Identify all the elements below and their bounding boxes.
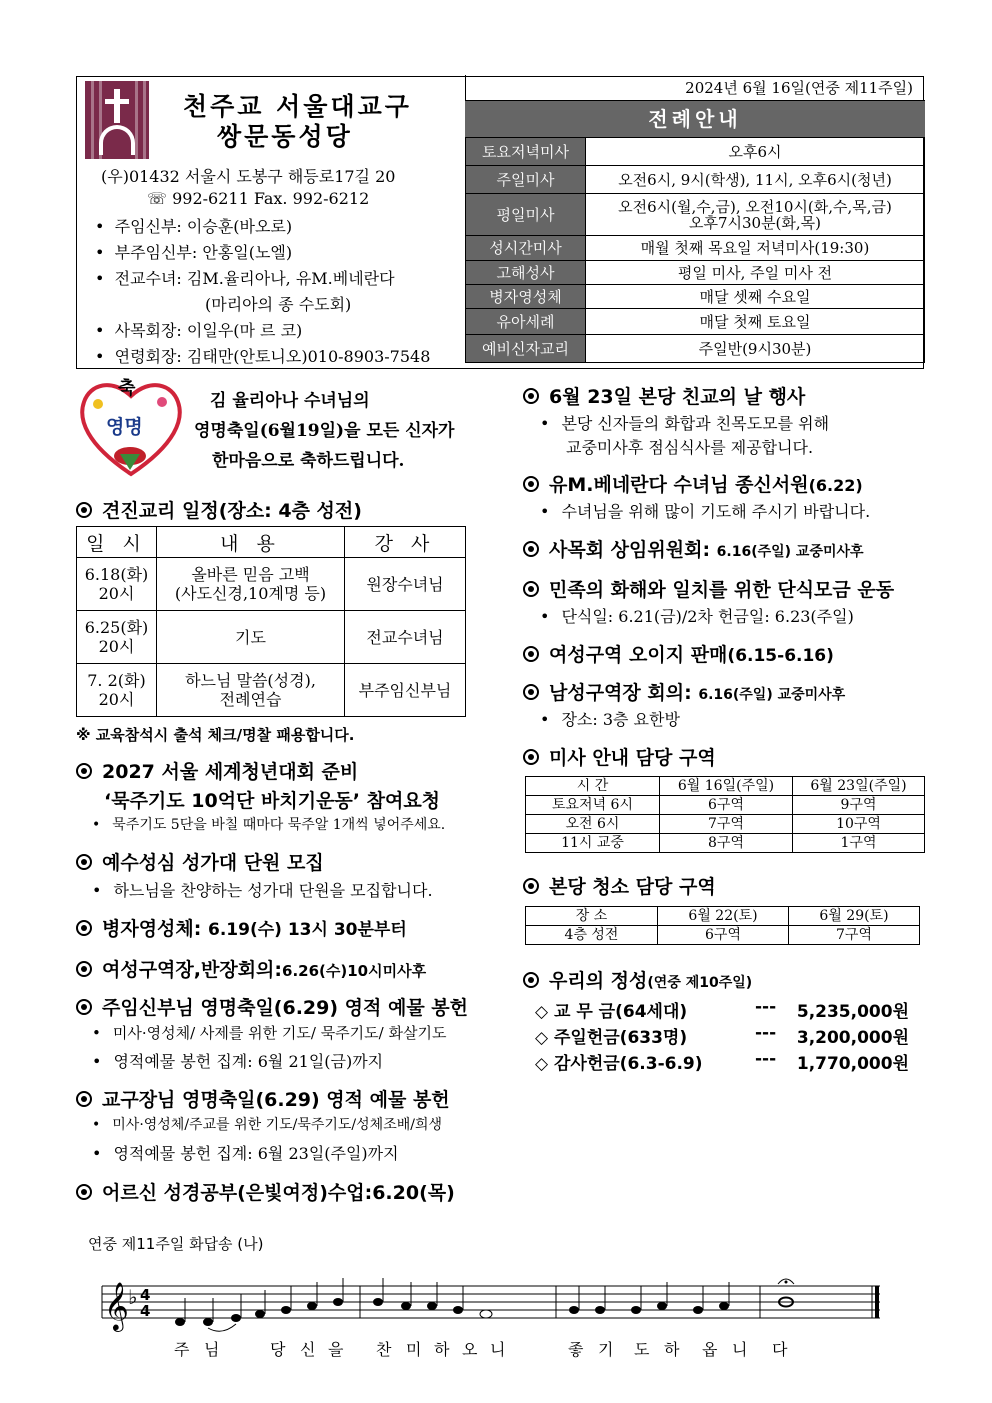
council-meeting: 사목회 상임위원회: 6.16(주일) 교중미사후	[523, 535, 864, 562]
pastor-feast-bullet1: • 미사·영성체/ 사제를 위한 기도/ 묵주기도/ 화살기도	[92, 1022, 446, 1043]
liturgy-row: 평일미사 오전6시(월,수,금), 오전10시(화,수,목,금) 오후7시30분(화,목)	[466, 194, 925, 236]
bishop-feast-bullet1: • 미사·영성체/주교를 위한 기도/묵주기도/성체조배/희생	[92, 1114, 442, 1134]
feast-greeting	[76, 372, 476, 482]
pastor-feast-bullet2: • 영적예물 봉헌 집계: 6월 21일(금)까지	[92, 1049, 383, 1072]
elder-bible-class: 어르신 성경공부(은빛여정)수업:6.20(목)	[76, 1178, 455, 1205]
wyd-bullet: • 묵주기도 5단을 바칠 때마다 묵주알 1개씩 넣어주세요.	[92, 814, 445, 834]
staff-item: • 부주임신부: 안홍일(노엘)	[95, 243, 293, 262]
cleaning-title: 본당 청소 담당 구역	[523, 872, 716, 899]
table-header-row: 장 소 6월 22(토) 6월 29(토)	[526, 907, 920, 926]
sister-vows-bullet: • 수녀님을 위해 많이 기도해 주시기 바랍니다.	[540, 499, 870, 522]
choir-title: 예수성심 성가대 단원 모집	[76, 848, 324, 875]
parish-phone: ☏ 992-6211 Fax. 992-6212	[147, 189, 370, 208]
bullet-circle-icon	[76, 763, 92, 779]
table-row: 7. 2(화) 20시 하느님 말씀(성경), 전례연습 부주임신부님	[77, 664, 466, 717]
psalm-title: 연중 제11주일 화답송 (나)	[88, 1235, 264, 1253]
psalm-lyrics: 주 님 당 신 을 찬 미 하 오 니 좋 기 도 하 옵 니 다	[174, 1340, 788, 1359]
liturgy-row: 주일미사 오전6시, 9시(학생), 11시, 오후6시(청년)	[466, 166, 925, 194]
table-row: 4층 성전 6구역 7구역	[526, 926, 920, 945]
staff-item: (마리아의 종 수도회)	[205, 295, 352, 314]
liturgy-title: 전례안내	[465, 101, 925, 137]
bishop-feast-bullet2: • 영적예물 봉헌 집계: 6월 23일(주일)까지	[92, 1141, 399, 1164]
bullet-circle-icon	[76, 920, 92, 936]
staff-item: • 사목회장: 이일우(마 르 코)	[95, 321, 303, 340]
offering-row: ◇ 교 무 금(64세대) --- 5,235,000원	[535, 997, 909, 1022]
offering-title: 우리의 정성(연중 제10주일)	[523, 966, 752, 993]
feast-line2: 영명축일(6월19일)을 모든 신자가	[194, 421, 455, 441]
liturgy-row: 성시간미사 매월 첫째 목요일 저녁미사(19:30)	[466, 236, 925, 261]
table-row: 토요저녁 6시 6구역 9구역	[526, 796, 925, 815]
time-signature-top: 4	[140, 1286, 151, 1304]
men-leaders-bullet: • 장소: 3층 요한방	[540, 707, 680, 730]
bulletin-date: 2024년 6월 16일(연중 제11주일)	[465, 75, 925, 101]
cleaning-table	[525, 906, 920, 945]
table-header-row: 시 간 6월 16일(주일) 6월 23일(주일)	[526, 777, 925, 796]
offering-list	[535, 997, 915, 1075]
event-bullet-cont: 교중미사후 점심식사를 제공합니다.	[566, 438, 814, 457]
event-title: 6월 23일 본당 친교의 날 행사	[523, 382, 805, 409]
bullet-circle-icon	[523, 646, 539, 662]
bullet-circle-icon	[76, 502, 92, 518]
flat-sign-icon: ♭	[128, 1285, 138, 1309]
parish-name-line1: 천주교 서울대교구	[183, 92, 412, 121]
feast-line3: 한마음으로 축하드립니다.	[212, 451, 405, 471]
staff-item: • 주임신부: 이승훈(바오로)	[95, 217, 293, 236]
staff-item: • 전교수녀: 김M.율리아나, 유M.베네란다	[95, 269, 395, 288]
time-signature-bottom: 4	[140, 1302, 151, 1320]
bishop-feast-title: 교구장님 영명축일(6.29) 영적 예물 봉헌	[76, 1085, 450, 1112]
parish-name-line2: 쌍문동성당	[217, 122, 353, 151]
bullet-circle-icon	[523, 684, 539, 700]
mass-guide-title: 미사 안내 담당 구역	[523, 743, 716, 770]
music-staff	[96, 1270, 886, 1340]
sick-communion: 병자영성체: 6.19(수) 13시 30분부터	[76, 914, 407, 941]
bullet-circle-icon	[76, 999, 92, 1015]
bullet-circle-icon	[523, 749, 539, 765]
leaders-meeting: 여성구역장,반장회의:6.26(수)10시미사후	[76, 955, 426, 982]
wyd-title: 2027 서울 세계청년대회 준비	[76, 757, 358, 784]
men-leaders-meeting: 남성구역장 회의: 6.16(주일) 교중미사후	[523, 678, 845, 705]
liturgy-row: 토요저녁미사 오후6시	[466, 138, 925, 166]
liturgy-row: 병자영성체 매달 셋째 수요일	[466, 285, 925, 309]
event-bullet: • 본당 신자들의 화합과 친목도모를 위해	[540, 411, 829, 434]
bullet-circle-icon	[76, 1091, 92, 1107]
feast-badge-top: 축	[118, 378, 136, 399]
bullet-circle-icon	[523, 581, 539, 597]
cucumber-sale: 여성구역 오이지 판매(6.15-6.16)	[523, 640, 834, 667]
sister-vows-title: 유M.베네란다 수녀님 종신서원(6.22)	[523, 470, 863, 497]
bullet-circle-icon	[523, 541, 539, 557]
offering-row: ◇ 주일헌금(633명) --- 3,200,000원	[535, 1023, 909, 1048]
bullet-circle-icon	[523, 476, 539, 492]
staff-item: • 연령회장: 김태만(안토니오)010-8903-7548	[95, 347, 431, 366]
liturgy-row: 예비신자교리 주일반(9시30분)	[466, 335, 925, 363]
staff-list	[95, 214, 430, 370]
fasting-campaign-bullet: • 단식일: 6.21(금)/2차 헌금일: 6.23(주일)	[540, 604, 854, 627]
bullet-circle-icon	[76, 961, 92, 977]
parish-header	[76, 76, 924, 369]
liturgy-row: 유아세례 매달 첫째 토요일	[466, 309, 925, 335]
confirmation-table	[76, 526, 466, 717]
confirmation-note: ※ 교육참석시 출석 체크/명찰 패용합니다.	[76, 726, 355, 744]
parish-address: (우)01432 서울시 도봉구 해등로17길 20	[101, 167, 396, 186]
bullet-circle-icon	[76, 1184, 92, 1200]
pastor-feast-title: 주임신부님 영명축일(6.29) 영적 예물 봉헌	[76, 993, 468, 1020]
wyd-subtitle: ‘묵주기도 10억단 바치기운동’ 참여요청	[104, 790, 441, 812]
bullet-circle-icon	[523, 388, 539, 404]
table-row: 오전 6시 7구역 10구역	[526, 815, 925, 834]
mass-guide-table	[525, 776, 925, 853]
table-row: 11시 교중 8구역 1구역	[526, 834, 925, 853]
treble-clef-icon: 𝄞	[104, 1281, 129, 1330]
liturgy-table	[465, 137, 925, 363]
bullet-circle-icon	[523, 972, 539, 988]
choir-bullet: • 하느님을 찬양하는 성가대 단원을 모집합니다.	[92, 878, 433, 901]
confirmation-title: 견진교리 일정(장소: 4층 성전)	[76, 496, 362, 523]
parish-logo	[85, 81, 149, 159]
table-row: 6.18(화) 20시 올바른 믿음 고백 (사도신경,10계명 등) 원장수녀님	[77, 558, 466, 611]
table-header-row: 일 시 내 용 강 사	[77, 527, 466, 558]
feast-badge-bottom: 영명	[106, 416, 143, 438]
bullet-circle-icon	[76, 854, 92, 870]
offering-row: ◇ 감사헌금(6.3-6.9) --- 1,770,000원	[535, 1049, 909, 1074]
liturgy-row: 고해성사 평일 미사, 주일 미사 전	[466, 261, 925, 285]
feast-line1: 김 율리아나 수녀님의	[210, 391, 370, 411]
table-row: 6.25(화) 20시 기도 전교수녀님	[77, 611, 466, 664]
bullet-circle-icon	[523, 878, 539, 894]
fasting-campaign-title: 민족의 화해와 일치를 위한 단식모금 운동	[523, 575, 894, 602]
